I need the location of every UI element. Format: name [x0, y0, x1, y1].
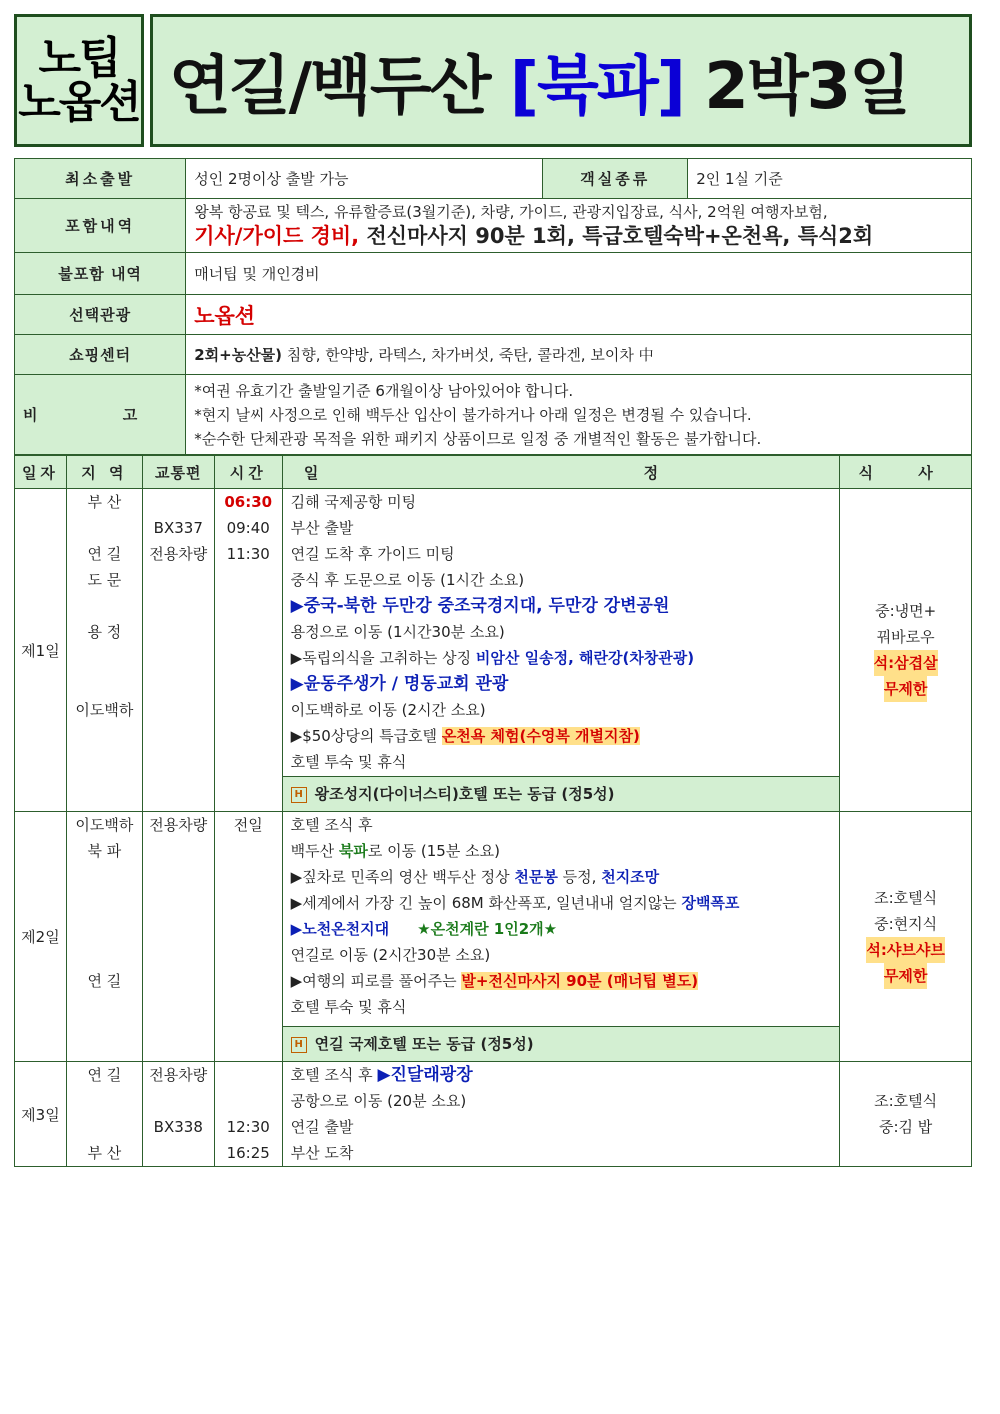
schedule-item: ▶중국-북한 두만강 중조국경지대, 두만강 강변공원: [290, 596, 670, 616]
note-line2: *현지 날씨 사정으로 인해 백두산 입산이 불가하거나 아래 일정은 변경될 수 있습니다.: [194, 405, 752, 424]
day3-times: [214, 1062, 282, 1167]
include-red: 기사/가이드 경비,: [194, 223, 360, 248]
exclude-label: 불포함 내역: [15, 253, 186, 295]
schedule-item: [291, 916, 840, 942]
meal-dinner: 무제한: [884, 963, 927, 989]
item-text: ▶짚차로 민족의 영산 백두산 정상: [290, 868, 515, 886]
title-part2: [북파]: [509, 49, 684, 124]
region: 연 길: [87, 972, 122, 990]
header-day: 일자: [15, 456, 67, 489]
day1-row: [15, 489, 972, 812]
info-table: [14, 158, 972, 455]
day1-meals: [840, 489, 972, 812]
page-title: [169, 35, 909, 127]
item-highlight: 천지조망: [601, 868, 660, 886]
schedule-item: 부산 출발: [290, 519, 354, 537]
header-schedule: 일 정: [282, 456, 840, 489]
schedule-item: [291, 968, 840, 994]
header-time: 시간: [214, 456, 282, 489]
time: 11:30: [226, 545, 270, 563]
schedule-item: 이도백하로 이동 (2시간 소요): [290, 701, 486, 719]
day1-regions: [66, 489, 142, 812]
schedule-item: 공항으로 이동 (20분 소요): [290, 1092, 467, 1110]
item-highlight: ★온천계란 1인2개★: [417, 920, 558, 938]
item-text: 백두산: [290, 842, 339, 860]
day2-transport: [142, 812, 214, 1062]
item-text: 로 이동 (15분 소요): [367, 842, 500, 860]
exclude-value: 매너팁 및 개인경비: [186, 253, 972, 295]
region: 이도백하: [75, 701, 134, 719]
title-box: [150, 14, 972, 147]
min-depart-value: 성인 2명이상 출발 가능: [186, 159, 543, 199]
day2-time: [214, 812, 282, 1062]
logo-line1: 노팁: [38, 32, 120, 84]
schedule-item: 호텔 투숙 및 휴식: [290, 998, 407, 1016]
day3-row: [15, 1062, 972, 1167]
time: 06:30: [224, 493, 273, 511]
time: 09:40: [226, 519, 270, 537]
day2-row: [15, 812, 972, 1062]
item-highlight: 온천욕 체험(수영복 개별지참): [441, 727, 640, 745]
min-depart-label: 최소출발: [15, 159, 186, 199]
meal-breakfast: 조:호텔식: [874, 888, 938, 907]
day3-label: 제3일: [15, 1062, 67, 1167]
item-highlight: 발+전신마사지 90분 (매너팁 별도): [461, 972, 699, 990]
meal-dinner: 무제한: [884, 676, 927, 702]
hotel-name: 연길 국제호텔 또는 동급 (정5성): [314, 1035, 534, 1053]
item-text: 호텔 조식 후: [290, 1066, 378, 1084]
transport: 전용차량: [149, 1066, 208, 1084]
item-text: ▶여행의 피로를 풀어주는: [290, 972, 462, 990]
day1-hotel: [283, 776, 840, 811]
room-label: 객실종류: [543, 159, 688, 199]
room-value: 2인 1실 기준: [688, 159, 972, 199]
schedule-item: 용정으로 이동 (1시간30분 소요): [290, 623, 505, 641]
schedule-item: [291, 1062, 840, 1088]
meal-lunch: 중:냉면+: [875, 602, 937, 620]
day1-schedule: [282, 489, 840, 812]
shopping-count: 2회+농산물): [194, 346, 283, 364]
hotel-icon: H: [291, 787, 307, 803]
include-value: [186, 199, 972, 253]
schedule-item: [291, 723, 840, 749]
item-highlight: 장백폭포: [681, 894, 740, 912]
include-rest: 전신마사지 90분 1회, 특급호텔숙박+온천욕, 특식2회: [359, 223, 874, 248]
note-label: 비 고: [15, 375, 186, 455]
schedule-item: 부산 도착: [290, 1144, 354, 1162]
region: 부 산: [87, 1144, 122, 1162]
day1-transports: [142, 489, 214, 812]
schedule-item: [291, 864, 840, 890]
schedule-item: [291, 645, 840, 671]
include-line1: 왕복 항공료 및 텍스, 유류할증료(3월기준), 차량, 가이드, 관광지입장료, 식사, 2억원 여행자보험,: [194, 202, 828, 221]
region: 도 문: [87, 571, 122, 589]
include-label: 포함내역: [15, 199, 186, 253]
flight-number: BX337: [153, 519, 203, 537]
header-region: 지 역: [66, 456, 142, 489]
option-label: 선택관광: [15, 295, 186, 335]
flight-number: BX338: [153, 1118, 203, 1136]
schedule-item: 호텔 투숙 및 휴식: [290, 753, 407, 771]
day1-times: [214, 489, 282, 812]
item-text: 등정,: [557, 868, 602, 886]
region: 이도백하: [75, 816, 134, 834]
day1-label: 제1일: [15, 489, 67, 812]
header-transport: 교통편: [142, 456, 214, 489]
item-highlight: 비암산 일송정, 해란강(차창관광): [475, 649, 695, 667]
schedule-item: 호텔 조식 후: [290, 816, 373, 834]
note-line3: *순수한 단체관광 목적을 위한 패키지 상품이므로 일정 중 개별적인 활동은 불가합니다.: [194, 429, 762, 448]
schedule-item: 연길 출발: [290, 1118, 354, 1136]
logo: [14, 14, 144, 147]
title-part1: 연길/백두산: [169, 49, 490, 124]
transport: 전용차량: [149, 816, 208, 834]
region: 연 길: [87, 545, 122, 563]
day3-transports: [142, 1062, 214, 1167]
hotel-icon: H: [291, 1037, 307, 1053]
title-part3: 2박3일: [704, 49, 909, 124]
day3-regions: [66, 1062, 142, 1167]
item-highlight: 북파: [338, 842, 368, 860]
time: 12:30: [226, 1118, 270, 1136]
schedule-item: 연길로 이동 (2시간30분 소요): [290, 946, 491, 964]
meal-dinner: 석:샤브샤브: [866, 937, 944, 963]
header-meal: 식 사: [840, 456, 972, 489]
shopping-list: 침향, 한약방, 라텍스, 차가버섯, 죽탄, 콜라겐, 보이차 中: [282, 346, 654, 364]
item-text: ▶세계에서 가장 긴 높이 68M 화산폭포, 일년내내 얼지않는: [290, 894, 682, 912]
meal-lunch: 꿔바로우: [876, 628, 935, 646]
item-text: ▶$50상당의 특급호텔: [290, 727, 442, 745]
meal-dinner: 석:삼겹살: [874, 650, 938, 676]
day2-meals: [840, 812, 972, 1062]
item-highlight: 천문봉: [514, 868, 558, 886]
schedule-item: ▶윤동주생가 / 명동교회 관광: [290, 674, 509, 694]
schedule-item: 김해 국제공항 미팅: [290, 493, 417, 511]
include-line2: [194, 222, 963, 250]
item-highlight: ▶진달래광장: [377, 1065, 473, 1085]
meal-breakfast: 조:호텔식: [874, 1092, 938, 1110]
logo-line2: 노옵션: [18, 76, 140, 128]
region: 용 정: [87, 623, 122, 641]
shopping-label: 쇼핑센터: [15, 335, 186, 375]
day2-label: 제2일: [15, 812, 67, 1062]
schedule-item: 중식 후 도문으로 이동 (1시간 소요): [290, 571, 525, 589]
option-value: 노옵션: [186, 295, 972, 335]
region: 연 길: [87, 1066, 122, 1084]
meal-lunch: 중:김 밥: [879, 1118, 933, 1136]
schedule-item: [291, 838, 840, 864]
region: 부 산: [87, 493, 122, 511]
day2-regions: [66, 812, 142, 1062]
schedule-table: [14, 455, 972, 1167]
day3-schedule: [282, 1062, 840, 1167]
item-highlight: ▶노천온천지대: [290, 920, 390, 938]
meal-lunch: 중:현지식: [874, 914, 938, 933]
note-line1: *여권 유효기간 출발일기준 6개월이상 남아있어야 합니다.: [194, 381, 574, 400]
time: 16:25: [226, 1144, 270, 1162]
schedule-item: [291, 890, 840, 916]
schedule-item: 연길 도착 후 가이드 미팅: [290, 545, 455, 563]
day3-meals: [840, 1062, 972, 1167]
hotel-name: 왕조성지(다이너스티)호텔 또는 동급 (정5성): [314, 785, 615, 803]
item-text: ▶독립의식을 고취하는 상징: [290, 649, 476, 667]
time: 전일: [233, 816, 263, 834]
transport: 전용차량: [149, 545, 208, 563]
day2-hotel: [283, 1026, 840, 1061]
day2-schedule: [282, 812, 840, 1062]
shopping-value: [186, 335, 972, 375]
note-value: [186, 375, 972, 455]
region: 북 파: [87, 842, 122, 860]
